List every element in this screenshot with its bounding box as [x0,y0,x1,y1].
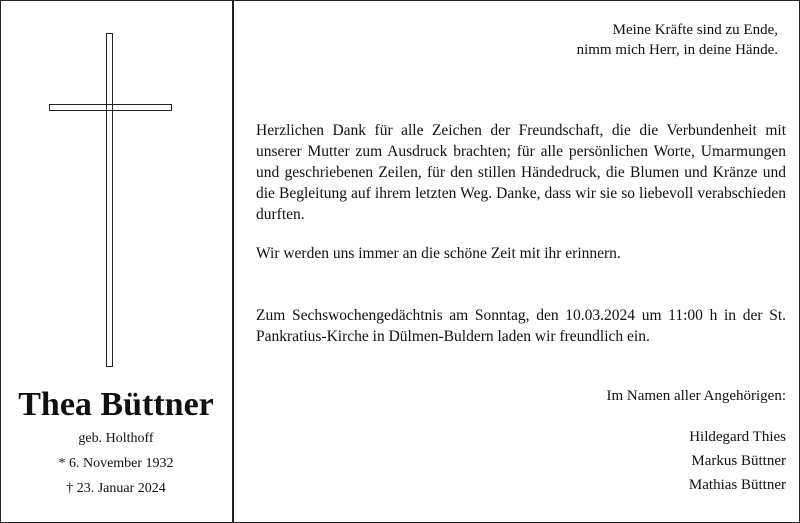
signer-name: Markus Büttner [691,453,786,469]
service-paragraph: Zum Sechswochengedächtnis am Sonntag, den 10.03.2024 um 11:00 h in der St. Pankratius-Kirche in Dülmen-Buldern laden wir freundlich ein. [256,307,786,345]
signer-name: Hildegard Thies [689,429,786,445]
signer-name: Mathias Büttner [688,477,786,493]
deceased-name: Thea Büttner [18,386,214,423]
birth-date: * 6. November 1932 [58,456,174,471]
verse-line-1: Meine Kräfte sind zu Ende, [612,22,778,38]
death-date: † 23. Januar 2024 [66,481,166,496]
verse [577,20,778,60]
cross-vertical-bar [106,33,113,367]
cross-horizontal-bar [49,104,172,111]
memory-paragraph: Wir werden uns immer an die schöne Zeit mit ihr erinnern. [256,245,621,262]
verse-line-2: nimm mich Herr, in deine Hände. [576,42,778,58]
signature-intro: Im Namen aller Angehörigen: [606,388,786,404]
column-divider [232,0,234,523]
thanks-paragraph: Herzlichen Dank für alle Zeichen der Freundschaft, die die Verbundenheit mit unserer Mutter zum Ausdruck brachten; für alle persönlichen Worte, Umarmungen und geschriebenen Zeilen, für den stillen Händedruck, die Blumen und Kränze und die Begleitung auf ihrem letzten Weg. Danke, dass wir sie so liebevoll verabschieden durften. [256,122,786,223]
signer-list [689,427,786,499]
birth-name: geb. Holthoff [78,431,154,446]
